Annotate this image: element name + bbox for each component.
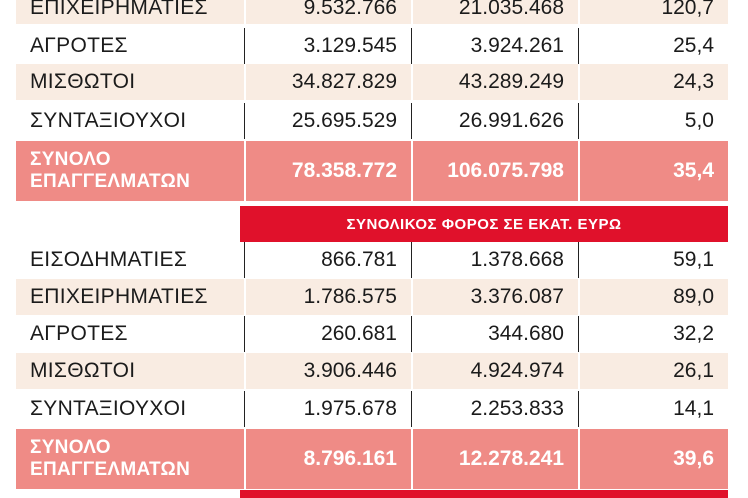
value-col-2: 2.253.833 (411, 391, 578, 427)
section-banner: ΣΥΝΟΛΙΚΟΣ ΦΟΡΟΣ ΣΕ ΕΚΑΤ. ΕΥΡΩ (240, 206, 728, 242)
row-label: ΜΙΣΘΩΤΟΙ (30, 359, 136, 382)
table-row (16, 391, 728, 427)
row-label: ΑΓΡΟΤΕΣ (30, 34, 128, 57)
row-label: ΕΠΙΧΕΙΡΗΜΑΤΙΕΣ (30, 285, 208, 308)
value-col-2: 344.680 (411, 316, 578, 352)
value-col-3: 5,0 (578, 103, 728, 139)
row-label: ΜΙΣΘΩΤΟΙ (30, 70, 136, 93)
total-value-col-1: 78.358.772 (244, 141, 411, 201)
total-value-col-1: 8.796.161 (244, 429, 411, 489)
value-col-1: 260.681 (244, 316, 411, 352)
total-value-col-3: 35,4 (578, 141, 728, 201)
total-label-line-1: ΣΥΝΟΛΟ (30, 437, 111, 458)
table-row (16, 242, 728, 278)
total-value-col-2: 12.278.241 (411, 429, 578, 489)
row-label: ΣΥΝΤΑΞΙΟΥΧΟΙ (30, 109, 187, 132)
table-row (16, 353, 728, 389)
value-col-1: 3.906.446 (244, 353, 411, 389)
table-row (16, 103, 728, 139)
total-label (16, 141, 244, 201)
total-row (16, 429, 728, 489)
table-row (16, 279, 728, 315)
row-label: ΕΠΙΧΕΙΡΗΜΑΤΙΕΣ (30, 0, 208, 19)
total-label (16, 429, 244, 489)
value-col-3: 25,4 (578, 28, 728, 64)
total-label-line-1: ΣΥΝΟΛΟ (30, 149, 111, 170)
total-row (16, 141, 728, 201)
value-col-1: 3.129.545 (244, 28, 411, 64)
value-col-2: 3.376.087 (411, 279, 578, 315)
table-row (16, 0, 728, 24)
value-col-2: 4.924.974 (411, 353, 578, 389)
value-col-3: 120,7 (578, 0, 728, 24)
value-col-2: 26.991.626 (411, 103, 578, 139)
value-col-3: 32,2 (578, 316, 728, 352)
value-col-2: 1.378.668 (411, 242, 578, 278)
row-label: ΣΥΝΤΑΞΙΟΥΧΟΙ (30, 397, 187, 420)
value-col-3: 14,1 (578, 391, 728, 427)
value-col-2: 3.924.261 (411, 28, 578, 64)
value-col-1: 34.827.829 (244, 64, 411, 100)
value-col-1: 1.975.678 (244, 391, 411, 427)
table-row (16, 64, 728, 100)
total-value-col-3: 39,6 (578, 429, 728, 489)
value-col-3: 24,3 (578, 64, 728, 100)
section-banner-edge (240, 490, 728, 498)
value-col-2: 43.289.249 (411, 64, 578, 100)
value-col-1: 1.786.575 (244, 279, 411, 315)
value-col-2: 21.035.468 (411, 0, 578, 24)
row-label: ΑΓΡΟΤΕΣ (30, 322, 128, 345)
total-value-col-2: 106.075.798 (411, 141, 578, 201)
value-col-1: 9.532.766 (244, 0, 411, 24)
value-col-3: 89,0 (578, 279, 728, 315)
value-col-3: 59,1 (578, 242, 728, 278)
total-label-line-2: ΕΠΑΓΓΕΛΜΑΤΩΝ (30, 171, 191, 192)
value-col-1: 866.781 (244, 242, 411, 278)
total-label-line-2: ΕΠΑΓΓΕΛΜΑΤΩΝ (30, 459, 191, 480)
table-row (16, 316, 728, 352)
value-col-3: 26,1 (578, 353, 728, 389)
value-col-1: 25.695.529 (244, 103, 411, 139)
table-row (16, 28, 728, 64)
row-label: ΕΙΣΟΔΗΜΑΤΙΕΣ (30, 248, 188, 271)
